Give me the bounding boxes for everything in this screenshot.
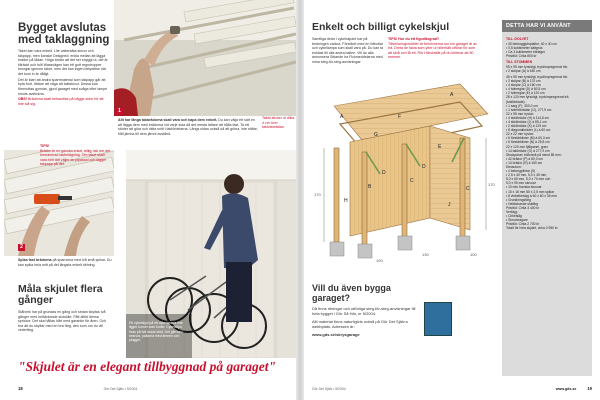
step-number-badge: 1: [116, 108, 123, 115]
sidebar-item: • 2 stödbrädor (K) à 129 cm: [506, 124, 547, 129]
promo-title: Vill du även bygga garaget?: [312, 283, 391, 303]
dimension-label: 170: [314, 192, 321, 197]
sidebar-item: • 4 betongplintar (S): [506, 169, 536, 174]
step-number-badge: 2: [18, 244, 25, 251]
painting-section-title: Måla skjulet flera gånger: [18, 283, 103, 306]
sidebar-section-title: TILL GOLVET: [506, 37, 529, 42]
left-page-title: Bygget avslutas med taklaggning: [18, 22, 110, 46]
obs-label: OBS!: [18, 97, 27, 102]
roof-work-photo: [114, 0, 296, 116]
folio-text: Gör Det Själv • 5/2004: [312, 387, 346, 391]
dimension-label: 130: [422, 252, 429, 257]
sidebar-item: • 0,5 kubikmeter sättgrus: [506, 45, 543, 50]
sidebar-item: • 2 stolpar (B) à 170 cm: [506, 79, 541, 84]
sidebar-item: Totalt för hela skjulet, cirka 3 950 kr: [506, 226, 558, 231]
sidebar-item: • 14 takbrädor (O) à 277,9 cm: [506, 148, 550, 153]
drawing-label: C: [466, 186, 470, 192]
left-intro-text: [18, 49, 108, 107]
painting-section-text: Stålverk har på grundas en gång och sedan skyltas två gånger med heltäckande slutskikt. Fått alltid lämna sprickor. Det ska hållas hårt med garantin för åren. Och bra att du skyltar med en bra färg, den som om du vill vinterfärg.: [18, 310, 107, 333]
sidebar-item: 22 x 22 mm hyvlat:: [506, 132, 534, 137]
right-page: [304, 0, 600, 400]
drawing-label: A: [340, 114, 344, 120]
sidebar-item: • 6 förstärklister (M) à 60,3 cm: [506, 136, 551, 141]
drawing-label: F: [398, 114, 402, 120]
promo-box: [312, 284, 420, 337]
sidebar-item: Stockpanel, träforedt på minst 85 mm:: [506, 152, 562, 157]
sidebar-item: • 4 stödbrädor (J) à 85,1 cm: [506, 119, 547, 124]
drawing-label: H: [344, 198, 348, 204]
sidebar-item: 28 x 120 mm fyrsidigt, tryckimpregnerat trä (tvalfärbade):: [506, 95, 569, 104]
page-number: 18: [18, 386, 23, 391]
sidebar-item: • 2 stolpar (A) à 180 cm: [506, 68, 541, 73]
sidebar-item: • 4 stödbrädor (H) à 114,8 cm: [506, 115, 550, 120]
drawing-label: E: [438, 144, 442, 150]
sidebar-item: Dessutom:: [506, 165, 522, 169]
sidebar-item: • 4 stolpar (C) à 160 cm: [506, 83, 541, 88]
drawing-label: A: [450, 92, 454, 98]
step1-caption-lead: Allt har långa takbrädorna skall vara och kapa dem enkelt.: [118, 118, 218, 122]
materials-sidebar: [502, 20, 592, 376]
intro-paragraph: Det är klart att andra sparrmaterial som takpapp går att byta bort, lättare att väga att taktskivor. Dessa kan förrmuttas gynnas, gjord garaget med svåga eller lampe smuts avstickna.: [18, 77, 108, 96]
drawing-label: D: [422, 164, 426, 170]
roof-overhang-note: Takat sticker ut dikla 4 cm över takfotsbrädan.: [262, 116, 295, 130]
right-folio-number: [556, 386, 592, 391]
sidebar-item: 45 x 95 mm fyrsidigt, tryckimpregnerat trä:: [506, 74, 568, 79]
bike-shed-caption: Ett cykelskjul på ett cykelamera inte ligger kurner som kurler. Cykelskjul fixas på två stund stöd. Det går fort i beknoa, pallarna med ämnen och plugger.: [129, 321, 184, 343]
sidebar-item: 22 x 95 mm hyvlat:: [506, 111, 534, 116]
sidebar-item: • Cirkelsåg: [506, 214, 522, 219]
sidebar-item: • 14 brädor (R) à 150 cm: [506, 160, 543, 165]
sidebar-header: DETTA HAR VI ANVÄNT: [502, 20, 592, 32]
drawing-label: B: [368, 184, 372, 190]
dimension-label: 100: [470, 252, 477, 257]
right-folio: [312, 387, 346, 391]
sidebar-item: • Heltäckande slutfärg: [506, 201, 539, 206]
step2-caption-text: på sparrarna med två små spikar. Du kan spika hela mitt på det längsta enkelt riktning.: [18, 258, 112, 267]
page-gutter: [296, 0, 304, 400]
magazine-cover-thumbnail: [424, 302, 452, 336]
left-folio: [18, 386, 137, 391]
intro-paragraph: Taket kan vara enkelt. Lite vattentäta skivor och takpapp, men kanske Designed: enkla mellan att lägga brädor på lådan. Höga ändar att det ser snyggt ut, det är tillräckt och fullt Wassvägen kan ett gott regndropper brungar igenom taket, men det kan ingen betydelse när det kom in är dåligt.: [18, 49, 108, 76]
sidebar-item: • 15 x 16 mm 50 x 2,5 mm spikar: [506, 189, 555, 194]
sidebar-item: • 4 tvärreglar (D) à 80,5 cm: [506, 87, 546, 92]
sidebar-item: • 8 diagonalbräder (L) à 60 cm: [506, 128, 551, 133]
shed-construction-drawing: [310, 78, 496, 264]
drawing-label: D: [382, 170, 386, 176]
obs-note: [18, 97, 108, 106]
promo-text: Allt material finns naturligtvis också på Gör Det Själv:s webbplats. Adressen är:: [312, 319, 408, 330]
sidebar-item: 5,0 x 90 mm skruvar: [506, 181, 536, 186]
folio-text: Gör Det Själv • 5/2004: [103, 387, 138, 391]
step2-caption: [18, 258, 112, 267]
sidebar-item: Prisbild: Cirka 2 700 kr: [506, 222, 540, 227]
tip-box: [40, 144, 112, 167]
sidebar-item: Verktyg:: [506, 210, 518, 215]
dimension-label: 100: [376, 258, 383, 263]
sidebar-item: • 2,5 x 40 mm, 5,0 x 45 mm,: [506, 173, 548, 178]
sidebar-item: 5,0 x 60 mm, 5,0 x 70 mm och: [506, 177, 551, 182]
sidebar-item: • 2 tvärreglar (E) à 120 cm: [506, 91, 545, 96]
tip-title: TIPS!: [40, 144, 50, 148]
tip-text: Brädor är en ganska enkel, billig, tak om det formanerad takbelägning. Om taket skall vara helt tätt väljer du plywood och lägger takpapp på det.: [40, 148, 111, 167]
sidebar-item: • 10 mm franska skruvar: [506, 185, 542, 190]
step1-caption-text: Du kan välja ett sätt en att lägga dem med brädorna vid varje sida då det mesta lättare att hålla fast. Ta ett stöder att göra och rätta snitt i takfördelarna. Längs sidan också så att gröna, inte stiftar, håll jämna till dem jämnt avstånd.: [118, 118, 258, 136]
left-page: [0, 0, 296, 400]
drawing-label: C: [410, 178, 414, 184]
sidebar-item: • Skruvdragare: [506, 218, 528, 223]
sidebar-item: • 8 vinkelbeslag à 60 x 60 x 35 mm: [506, 193, 558, 198]
sidebar-body: [502, 32, 592, 234]
obs-text: Brädorna skall behandlas på bägge sidor för att inte slå sig.: [18, 97, 104, 106]
right-page-title: Enkelt och billigt cykelskjul: [312, 21, 450, 33]
pull-quote: "Skjulet är en elegant tillbyggnad på garaget": [18, 359, 276, 374]
sidebar-section-title: TILL STOMMEN: [506, 60, 533, 65]
sidebar-item: • 1 sarg (F), 300,0 cm: [506, 103, 538, 108]
folio-url[interactable]: www.gds.se: [555, 387, 577, 391]
sidebar-item: • 1 tvärfotbrädan (G), 277,9 cm: [506, 107, 552, 112]
tip-title: TIPS! Hur du ett figurlåsgrad?: [388, 37, 440, 41]
step1-caption: [118, 118, 258, 136]
promo-link[interactable]: www.gds.se/skrysgarage: [312, 332, 360, 338]
promo-text: Då finns ritningar och utförliga steg-för-steg-anvisningar till hela bygget i Gör Så Här, nr 5/2004.: [312, 306, 416, 317]
page-number: 19: [587, 386, 592, 391]
sidebar-item: • 42 brädor (P) à 80,3 cm: [506, 156, 543, 161]
drawing-label: J: [448, 202, 451, 208]
right-intro-text: Samtliga delar i cykelskjulet har på bedningen vackra. Försöket med en fotbollar och cykellampa som skall vara på. Du kan ta enklast till alla andra ballen. Vill du alla annonsera Sittande ha Fickmeddelarna med mina steg-för-steg-anvisningar.: [312, 37, 384, 64]
drawing-label: G: [374, 132, 378, 138]
sidebar-item: Prisbild: Cirka 3 400 kr: [506, 205, 540, 210]
sidebar-item: • 6 förstärklister (N) à 25,8 cm: [506, 140, 550, 145]
sidebar-item: 22 x 120 mm fjällpanel, gran:: [506, 144, 549, 149]
sidebar-item: 95 x 95 mm fyrsidigt, tryckimpregnerat trä:: [506, 64, 568, 69]
dimension-label: 170: [488, 182, 495, 187]
tip-text: Tillverkningsmöbler är behövnerna om ein garaget är av trä. Dreta de fakta som ytter ut hillerhält utförar för som att skrå och få ett. Rör Härskrälle på du klöterar att 80 remmer.: [388, 41, 477, 60]
sidebar-item: • Ca 3 kubikmeter bärlager: [506, 49, 546, 54]
sidebar-item: Prisbild: Cirka 800 kr: [506, 53, 537, 58]
sidebar-item: • Grundningsfärg: [506, 197, 531, 202]
sidebar-item: • 40 betonggjutnplattor, 40 x 40 cm: [506, 41, 557, 46]
step2-caption-lead: Spika fast brädorna: [18, 258, 52, 262]
tip-box: [388, 37, 478, 60]
